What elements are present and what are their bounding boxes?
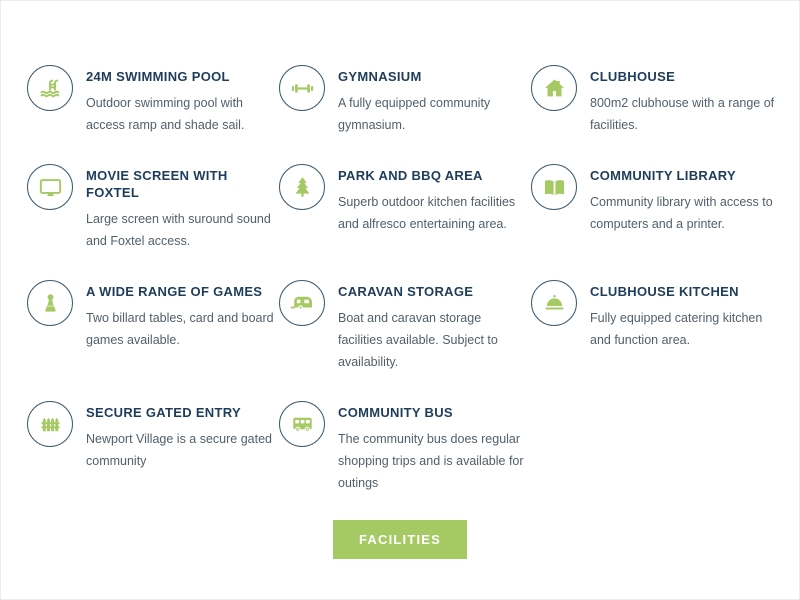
feature-games [27, 280, 279, 373]
feature-description: Fully equipped catering kitchen and function area. [590, 311, 763, 347]
feature-gymnasium [279, 65, 531, 136]
feature-description: Newport Village is a secure gated community [86, 432, 272, 468]
feature-description: Outdoor swimming pool with access ramp and shade sail. [86, 96, 245, 132]
cta-container [27, 520, 799, 559]
feature-title: CLUBHOUSE KITCHEN [590, 284, 739, 299]
fence-icon [27, 401, 73, 447]
feature-clubhouse [531, 65, 783, 136]
feature-community-bus [279, 401, 531, 494]
swimming-pool-icon [27, 65, 73, 111]
chess-pawn-icon [27, 280, 73, 326]
caravan-icon [279, 280, 325, 326]
feature-library [531, 164, 783, 252]
tv-screen-icon [27, 164, 73, 210]
feature-park-bbq [279, 164, 531, 252]
feature-movie-screen [27, 164, 279, 252]
feature-description: A fully equipped community gymnasium. [338, 96, 491, 132]
feature-title: A WIDE RANGE OF GAMES [86, 284, 263, 299]
feature-swimming-pool [27, 65, 279, 136]
feature-description: Two billard tables, card and board games available. [86, 311, 274, 347]
feature-description: Large screen with suround sound and Foxtel access. [86, 212, 271, 248]
feature-title: CARAVAN STORAGE [338, 284, 474, 299]
feature-title: CLUBHOUSE [590, 69, 676, 84]
feature-description: Superb outdoor kitchen facilities and alfresco entertaining area. [338, 195, 516, 231]
feature-description: 800m2 clubhouse with a range of facilities. [590, 96, 775, 132]
feature-title: 24M SWIMMING POOL [86, 69, 230, 84]
cloche-icon [531, 280, 577, 326]
feature-title: COMMUNITY LIBRARY [590, 168, 736, 183]
feature-title: MOVIE SCREEN WITH FOXTEL [86, 168, 228, 200]
feature-title: GYMNASIUM [338, 69, 422, 84]
pine-tree-icon [279, 164, 325, 210]
house-icon [531, 65, 577, 111]
open-book-icon [531, 164, 577, 210]
feature-title: COMMUNITY BUS [338, 405, 453, 420]
feature-gated-entry [27, 401, 279, 494]
feature-title: SECURE GATED ENTRY [86, 405, 241, 420]
bus-icon [279, 401, 325, 447]
facilities-button[interactable]: FACILITIES [333, 520, 467, 559]
feature-description: Community library with access to computers and a printer. [590, 195, 773, 231]
feature-caravan-storage [279, 280, 531, 373]
dumbbell-icon [279, 65, 325, 111]
feature-description: The community bus does regular shopping trips and is available for outings [338, 432, 524, 490]
feature-description: Boat and caravan storage facilities available. Subject to availability. [338, 311, 498, 369]
features-grid [27, 65, 799, 494]
feature-clubhouse-kitchen [531, 280, 783, 373]
feature-title: PARK AND BBQ AREA [338, 168, 483, 183]
